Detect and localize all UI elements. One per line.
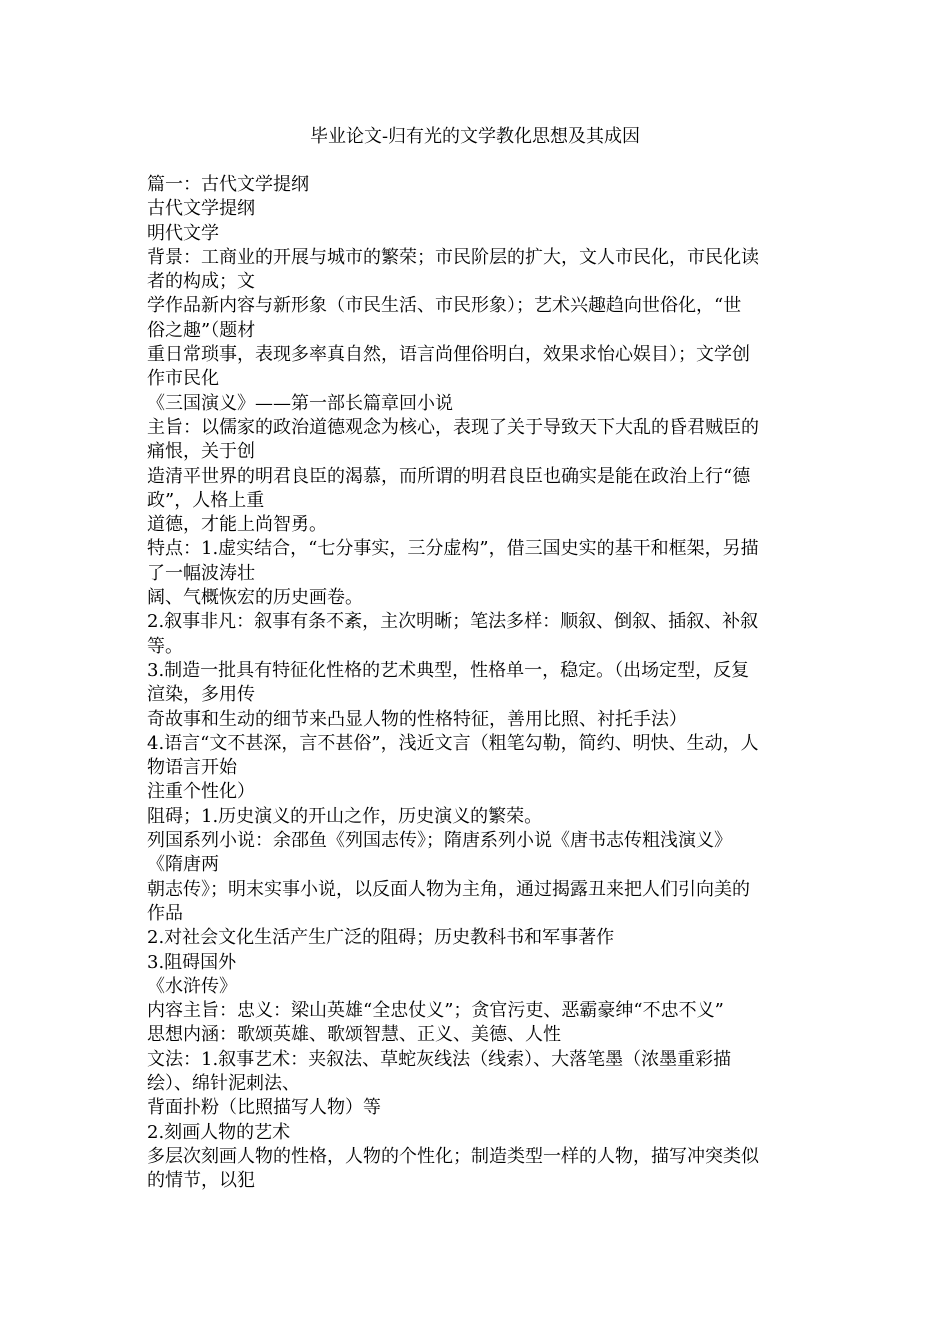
text-line: 思想内涵：歌颂英雄、歌颂智慧、正义、美德、人性	[147, 1024, 561, 1046]
text-line: 作品	[147, 902, 183, 924]
text-line: 作市民化	[147, 368, 219, 390]
text-line: 2.对社会文化生活产生广泛的阻碍；历史教科书和军事著作	[147, 927, 615, 949]
text-line: 道德，才能上尚智勇。	[147, 514, 327, 536]
text-line: 学作品新内容与新形象（市民生活、市民形象）；艺术兴趣趋向世俗化，“世	[147, 295, 742, 317]
text-line: 主旨：以儒家的政治道德观念为核心，表现了关于导致天下大乱的昏君贼臣的	[147, 416, 759, 438]
text-line: 绘）、绵针泥刺法、	[147, 1072, 300, 1094]
text-line: 列国系列小说：余邵鱼《列国志传》；隋唐系列小说《唐书志传粗浅演义》	[147, 830, 732, 852]
text-line: 特点：1.虚实结合，“七分事实，三分虚构”，借三国史实的基干和框架，另描	[147, 538, 759, 560]
text-line: 背景：工商业的开展与城市的繁荣；市民阶层的扩大，文人市民化，市民化读	[147, 246, 759, 268]
text-line: 物语言开始	[147, 757, 237, 779]
text-line: 阔、气概恢宏的历史画卷。	[147, 587, 363, 609]
text-line: 的情节，以犯	[147, 1170, 255, 1192]
text-line: 者的构成；文	[147, 271, 255, 293]
text-line: 多层次刻画人物的性格，人物的个性化；制造类型一样的人物，描写冲突类似	[147, 1145, 759, 1167]
document-body	[147, 173, 803, 1193]
text-line: 渲染，多用传	[147, 684, 255, 706]
text-line: 朝志传》；明末实事小说，以反面人物为主角，通过揭露丑来把人们引向美的	[147, 878, 750, 900]
text-line: 篇一：古代文学提纲	[147, 174, 309, 195]
text-line: 等。	[147, 635, 183, 657]
text-line: 内容主旨：忠义：梁山英雄“全忠仗义”；贪官污吏、恶霸豪绅“不忠不义”	[147, 1000, 724, 1022]
text-line: 《水浒传》	[147, 975, 237, 997]
text-line: 《隋唐两	[147, 854, 219, 876]
text-line: 3.阻碍国外	[147, 951, 237, 973]
text-line: 俗之趣”（题材	[147, 319, 256, 341]
text-line: 政”，人格上重	[147, 489, 265, 511]
text-line: 2.叙事非凡：叙事有条不紊，主次明晰；笔法多样：顺叙、倒叙、插叙、补叙	[147, 611, 759, 633]
text-line: 注重个性化）	[147, 781, 255, 803]
text-line: 重日常琐事，表现多率真自然，语言尚俚俗明白，效果求怡心娱目）；文学创	[147, 344, 750, 366]
text-line: 《三国演义》——第一部长篇章回小说	[147, 392, 453, 414]
text-line: 痛恨，关于创	[147, 441, 255, 463]
text-line: 奇故事和生动的细节来凸显人物的性格特征，善用比照、衬托手法）	[147, 708, 687, 730]
text-line: 3.制造一批具有特征化性格的艺术典型，性格单一，稳定。（出场定型，反复	[147, 659, 750, 681]
text-line: 文法：1.叙事艺术：夹叙法、草蛇灰线法（线索）、大落笔墨（浓墨重彩描	[147, 1048, 732, 1070]
text-line: 2.刻画人物的艺术	[147, 1121, 291, 1143]
text-line: 造清平世界的明君良臣的渴慕，而所谓的明君良臣也确实是能在政治上行“德	[147, 465, 751, 487]
text-line: 明代文学	[147, 222, 219, 244]
text-line: 古代文学提纲	[147, 198, 255, 220]
text-line: 阻碍；1.历史演义的开山之作，历史演义的繁荣。	[147, 805, 543, 827]
text-line: 4.语言“文不甚深，言不甚俗”，浅近文言（粗笔勾勒，简约、明快、生动，人	[147, 732, 759, 754]
document-title: 毕业论文-归有光的文学教化思想及其成因	[309, 126, 641, 147]
text-line: 了一幅波涛壮	[147, 562, 255, 584]
text-line: 背面扑粉（比照描写人物）等	[147, 1097, 381, 1119]
